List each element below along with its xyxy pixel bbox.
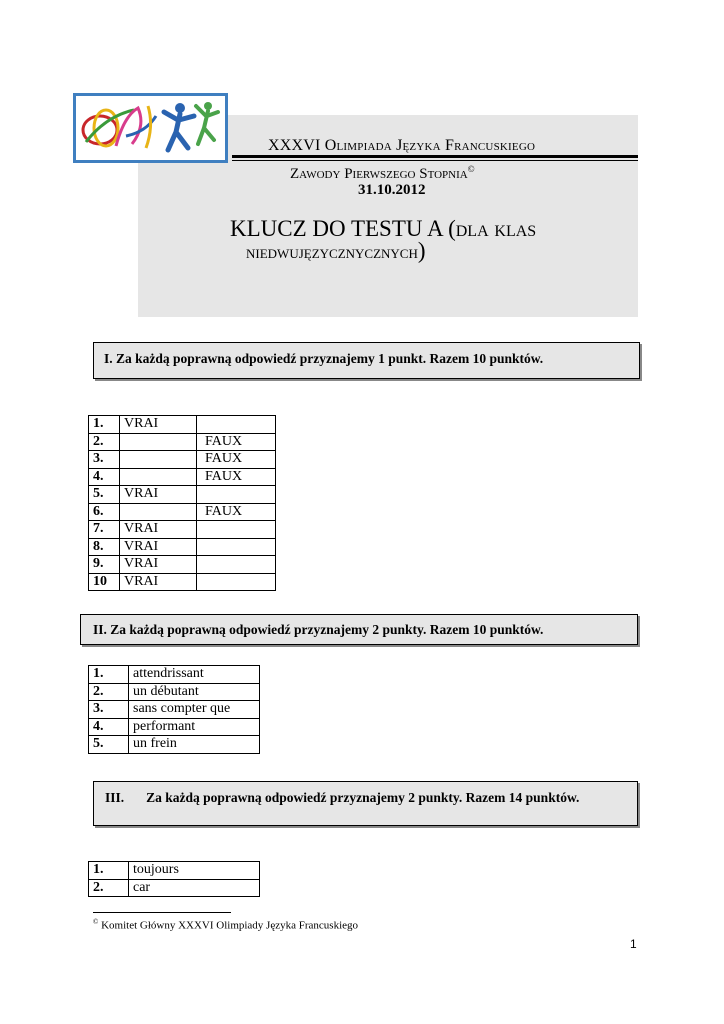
section-1-heading: I. Za każdą poprawną odpowiedź przyznajemy 1 punkt. Razem 10 punktów. (93, 342, 640, 379)
question-number-text: 4. (93, 718, 104, 734)
faux-cell (197, 503, 276, 521)
stage-title: Zawody Pierwszego Stopnia© (290, 164, 475, 182)
answer-cell-text: un débutant (133, 683, 199, 699)
faux-cell-text: FAUX (205, 503, 243, 519)
question-number-text: 8. (93, 538, 104, 554)
section-3-answer-table (88, 861, 260, 897)
question-number (89, 521, 120, 539)
answer-cell (129, 683, 260, 701)
faux-cell-text (201, 539, 205, 554)
answer-key-title-line2: niedwujęzycznycznych) (246, 238, 426, 263)
vrai-cell-text: VRAI (124, 521, 159, 536)
section-2-answer-table (88, 665, 260, 754)
vrai-cell (120, 521, 197, 539)
vrai-cell (120, 556, 197, 574)
table-row (89, 862, 260, 880)
vrai-cell (120, 573, 197, 591)
answer-key-title-line1: KLUCZ DO TESTU A (dla klas (230, 216, 537, 241)
answer-cell (129, 736, 260, 754)
answer-cell (129, 718, 260, 736)
question-number (89, 879, 129, 897)
table-row (89, 718, 260, 736)
faux-cell (197, 573, 276, 591)
faux-cell-text (201, 416, 205, 431)
answer-cell (129, 879, 260, 897)
answer-cell-text: car (133, 879, 151, 895)
faux-cell (197, 451, 276, 469)
question-number-text: 2. (93, 683, 104, 699)
table-row (89, 736, 260, 754)
question-number (89, 683, 129, 701)
question-number-text: 3. (93, 701, 104, 716)
question-number (89, 486, 120, 504)
vrai-cell-text: VRAI (124, 416, 159, 431)
vrai-cell-text: VRAI (124, 538, 159, 554)
table-row (89, 468, 276, 486)
question-number (89, 556, 120, 574)
question-number-text: 2. (93, 879, 104, 895)
table-row (89, 666, 260, 684)
vrai-cell (120, 451, 197, 469)
question-number (89, 451, 120, 469)
question-number (89, 666, 129, 684)
faux-cell (197, 416, 276, 434)
table-row (89, 879, 260, 897)
faux-cell-text (201, 556, 205, 571)
question-number-text: 1. (93, 666, 104, 681)
answer-cell (129, 701, 260, 719)
question-number-text: 5. (93, 736, 104, 751)
table-row (89, 486, 276, 504)
faux-cell (197, 486, 276, 504)
table-row (89, 573, 276, 591)
question-number-text: 7. (93, 521, 104, 536)
question-number-text: 2. (93, 433, 104, 449)
answer-cell-text: sans compter que (133, 701, 231, 716)
question-number-text: 9. (93, 556, 104, 571)
faux-cell (197, 468, 276, 486)
faux-cell-text: FAUX (205, 433, 243, 449)
question-number (89, 718, 129, 736)
question-number (89, 538, 120, 556)
answer-cell-text: attendrissant (133, 666, 204, 681)
vrai-cell (120, 503, 197, 521)
question-number-text: 4. (93, 468, 104, 484)
vrai-cell (120, 486, 197, 504)
table-row (89, 538, 276, 556)
answer-cell (129, 666, 260, 684)
question-number (89, 736, 129, 754)
table-row (89, 503, 276, 521)
table-row (89, 451, 276, 469)
question-number-text: 10 (93, 573, 107, 589)
table-row (89, 701, 260, 719)
faux-cell-text (201, 574, 205, 589)
faux-cell (197, 538, 276, 556)
question-number-text: 1. (93, 416, 104, 431)
question-number (89, 503, 120, 521)
answer-cell-text: performant (133, 718, 196, 734)
faux-cell (197, 433, 276, 451)
table-row (89, 433, 276, 451)
exam-date: 31.10.2012 (358, 182, 426, 198)
vrai-cell (120, 468, 197, 486)
question-number (89, 701, 129, 719)
question-number (89, 573, 120, 591)
vrai-cell (120, 538, 197, 556)
question-number (89, 416, 120, 434)
olympiad-title: XXXVI Olimpiada Języka Francuskiego (268, 137, 536, 154)
faux-cell (197, 521, 276, 539)
footnote-rule (93, 912, 231, 913)
olympiad-logo (73, 93, 228, 163)
faux-cell-text (201, 521, 205, 536)
answer-cell (129, 862, 260, 880)
question-number-text: 6. (93, 503, 104, 519)
vrai-cell-text: VRAI (124, 556, 159, 571)
faux-cell-text (201, 486, 205, 501)
question-number-text: 1. (93, 862, 104, 877)
vrai-cell (120, 433, 197, 451)
section-2-heading: II. Za każdą poprawną odpowiedź przyznajemy 2 punkty. Razem 10 punktów. (80, 614, 638, 645)
vrai-cell-text: VRAI (124, 573, 159, 589)
question-number-text: 3. (93, 451, 104, 466)
table-row (89, 683, 260, 701)
question-number (89, 862, 129, 880)
table-row (89, 416, 276, 434)
section-3-heading: III. Za każdą poprawną odpowiedź przyznajemy 2 punkty. Razem 14 punktów. (93, 781, 638, 826)
question-number-text: 5. (93, 486, 104, 501)
vrai-cell-text: VRAI (124, 486, 159, 501)
logo-graphic (76, 96, 225, 160)
table-row (89, 556, 276, 574)
header-rule (232, 155, 638, 158)
faux-cell-text: FAUX (205, 451, 243, 466)
question-number (89, 433, 120, 451)
faux-cell (197, 556, 276, 574)
section-1-answer-table (88, 415, 276, 591)
question-number (89, 468, 120, 486)
vrai-cell (120, 416, 197, 434)
answer-cell-text: un frein (133, 736, 177, 751)
table-row (89, 521, 276, 539)
footnote: © Komitet Główny XXXVI Olimpiady Języka Francuskiego (93, 918, 359, 932)
faux-cell-text: FAUX (205, 468, 243, 484)
answer-cell-text: toujours (133, 862, 179, 877)
page-number: 1 (630, 937, 637, 951)
header-rule-thin (232, 160, 638, 161)
